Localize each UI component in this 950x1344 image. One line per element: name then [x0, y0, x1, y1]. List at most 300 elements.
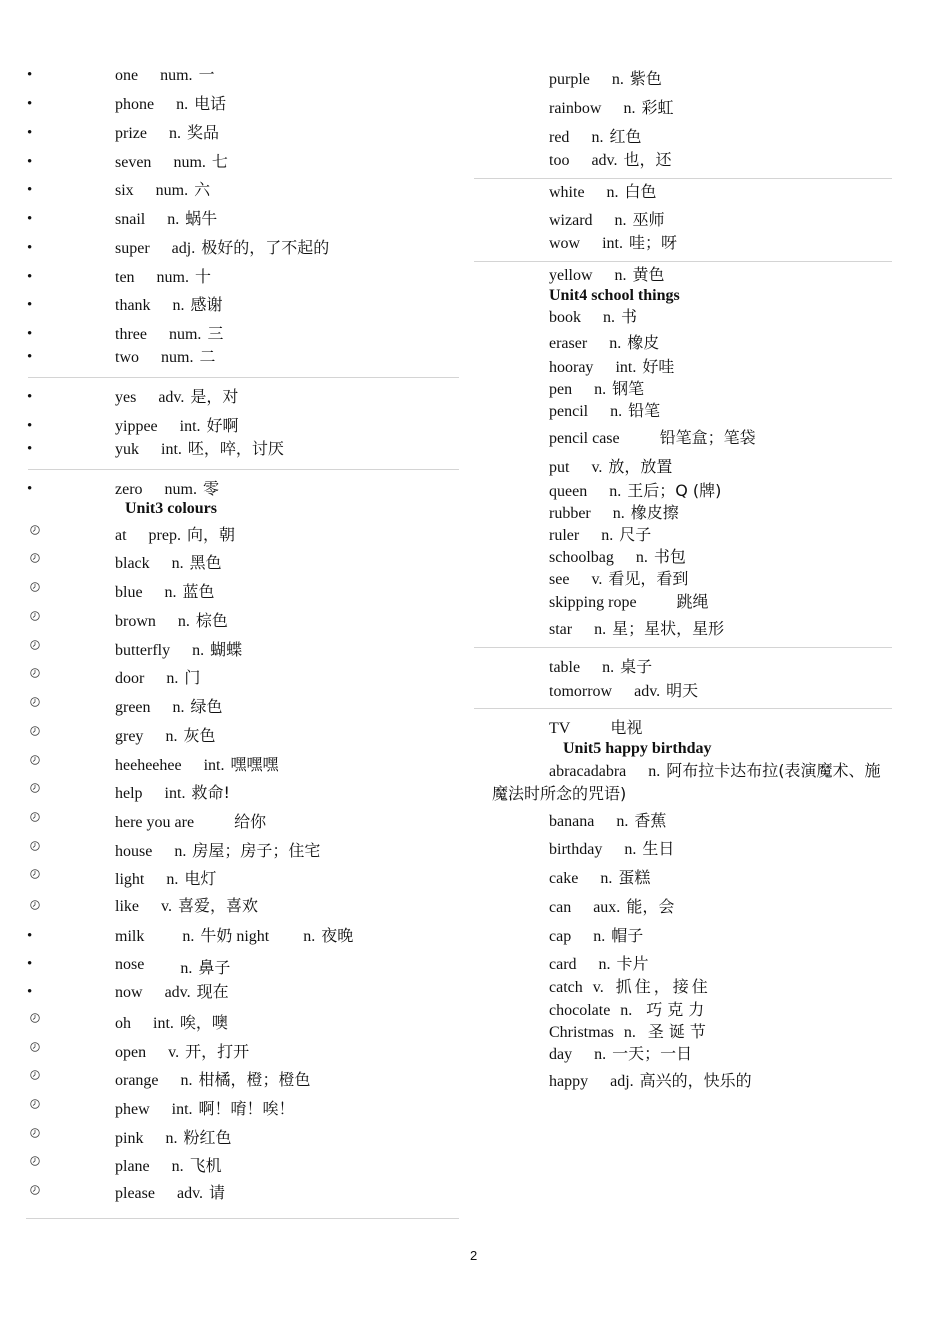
word: can [549, 899, 572, 916]
part-of-speech: n. [165, 1130, 178, 1147]
vocab-entry [549, 619, 724, 640]
translation: 黄色 [632, 265, 665, 284]
part-of-speech: adv. [158, 389, 185, 406]
bullet: • [27, 928, 33, 944]
part-of-speech: n. [603, 309, 615, 326]
vocab-entry [549, 428, 756, 449]
vocab-entry [115, 812, 266, 833]
word: prize [115, 125, 147, 142]
part-of-speech: n. [614, 267, 627, 284]
part-of-speech: n. [177, 613, 190, 630]
translation: 粉红色 [183, 1128, 232, 1147]
bullet: • [27, 418, 33, 434]
word: house [115, 843, 153, 860]
vocab-entry [549, 357, 674, 378]
translation: 好啊 [206, 416, 239, 435]
part-of-speech: adv. [164, 984, 191, 1001]
vocab-entry [115, 94, 226, 115]
clock-icon [30, 611, 40, 621]
vocab-entry [549, 547, 686, 568]
vocab-entry [115, 1042, 249, 1063]
part-of-speech: num. [173, 154, 206, 171]
translation: 鼻子 [198, 958, 231, 977]
clock-icon [30, 525, 40, 535]
part-of-speech: prep. [148, 527, 181, 544]
word: oh [115, 1015, 131, 1032]
vocab-entry [115, 479, 219, 500]
vocab-entry [549, 127, 641, 148]
translation: 电话 [194, 94, 227, 113]
vocab-entry [549, 681, 698, 702]
word: milk [115, 928, 145, 945]
vocab-entry [549, 657, 652, 678]
vocab-entry [115, 416, 239, 437]
translation: 牛奶 [200, 926, 233, 945]
word: blue [115, 584, 143, 601]
divider [474, 647, 892, 648]
unit3-heading: Unit3 colours [125, 500, 217, 517]
word: rainbow [549, 100, 602, 117]
translation: 跳绳 [676, 592, 709, 611]
word: birthday [549, 841, 603, 858]
clock-icon [30, 1185, 40, 1195]
vocab-entry [549, 150, 672, 171]
vocab-entry [115, 1099, 295, 1120]
bullet: • [27, 956, 33, 972]
translation: 开，打开 [185, 1042, 250, 1061]
word: schoolbag [549, 549, 614, 566]
translation: 七 [211, 152, 228, 171]
vocab-entry [115, 238, 329, 259]
word: here you are [115, 814, 195, 831]
translation: 卡片 [616, 954, 649, 973]
bullet: • [27, 349, 33, 365]
vocab-entry [115, 1156, 222, 1177]
translation: 蜗牛 [185, 209, 218, 228]
part-of-speech: n. [614, 212, 627, 229]
translation: 香蕉 [634, 811, 667, 830]
word: card [549, 956, 577, 973]
bullet: • [27, 125, 33, 141]
translation: 阿布拉卡达布拉(表演魔术、施魔法时所念的咒语) [492, 761, 881, 803]
part-of-speech: n. [601, 527, 614, 544]
word: hooray [549, 359, 594, 376]
part-of-speech: n. [611, 71, 624, 88]
part-of-speech: int. [153, 1015, 174, 1032]
part-of-speech: n. [171, 1158, 184, 1175]
vocab-entry [549, 1071, 752, 1092]
vocab-entry [549, 69, 662, 90]
word: like [115, 898, 139, 915]
part-of-speech: int. [164, 785, 186, 802]
vocab-entry [115, 553, 222, 574]
word: ten [115, 269, 135, 286]
part-of-speech: n. [609, 483, 622, 500]
vocab-entry [549, 977, 711, 998]
word: rubber [549, 505, 591, 522]
vocab-entry [115, 755, 279, 776]
part-of-speech: n. [303, 928, 316, 945]
translation: 哇；呀 [629, 233, 678, 252]
vocab-entry [549, 569, 688, 590]
vocab-entry [549, 401, 660, 422]
translation: 零 [202, 479, 219, 498]
part-of-speech: n. [594, 621, 607, 638]
translation: 棕色 [195, 611, 228, 630]
part-of-speech: n. [610, 403, 623, 420]
clock-icon [30, 1156, 40, 1166]
word: pink [115, 1130, 144, 1147]
clock-icon [30, 1013, 40, 1023]
divider [474, 261, 892, 262]
translation: 门 [184, 668, 201, 687]
translation: 蛋糕 [618, 868, 651, 887]
vocab-entry [549, 333, 659, 354]
vocab-entry [115, 582, 215, 603]
part-of-speech: n. [602, 659, 615, 676]
divider [474, 708, 892, 709]
translation: 飞机 [189, 1156, 222, 1175]
vocab-entry [115, 869, 216, 890]
part-of-speech: num. [156, 269, 189, 286]
clock-icon [30, 841, 40, 851]
vocab-entry [115, 611, 228, 632]
clock-icon [30, 783, 40, 793]
word: wizard [549, 212, 593, 229]
translation: 尺子 [619, 525, 652, 544]
translation: 请 [209, 1183, 226, 1202]
part-of-speech: n. [624, 841, 637, 858]
page-number: 2 [470, 1248, 478, 1263]
translation: 生日 [642, 839, 675, 858]
translation: 一天；一日 [612, 1044, 693, 1063]
translation: 也，还 [623, 150, 672, 169]
part-of-speech: num. [160, 67, 193, 84]
part-of-speech: n. [192, 642, 205, 659]
vocab-entry [549, 481, 721, 502]
clock-icon [30, 1128, 40, 1138]
word: banana [549, 813, 595, 830]
part-of-speech: int. [203, 757, 225, 774]
word: queen [549, 483, 588, 500]
part-of-speech: int. [171, 1101, 193, 1118]
vocab-entry [549, 379, 644, 400]
vocab-entry [549, 1000, 709, 1021]
vocab-entry [115, 926, 353, 947]
vocab-entry [115, 123, 219, 144]
part-of-speech: v. [591, 459, 603, 476]
translation: 是，对 [190, 387, 239, 406]
bullet: • [27, 984, 33, 1000]
vocab-entry [115, 439, 284, 460]
translation: 橡皮 [627, 333, 660, 352]
part-of-speech: n. [612, 505, 625, 522]
part-of-speech: n. [616, 813, 629, 830]
vocab-entry [115, 982, 229, 1003]
vocab-entry [549, 210, 665, 231]
bullet: • [27, 67, 33, 83]
word: green [115, 699, 151, 716]
vocab-entry [549, 307, 637, 328]
vocab-entry [549, 265, 665, 286]
vocab-entry [115, 841, 320, 862]
word: purple [549, 71, 590, 88]
translation: 巫师 [632, 210, 665, 229]
word: TV [549, 720, 571, 737]
part-of-speech: adj. [171, 240, 196, 257]
part-of-speech: n. [180, 960, 193, 977]
word: help [115, 785, 143, 802]
translation: 感谢 [190, 295, 223, 314]
translation: 看见，看到 [608, 569, 689, 588]
part-of-speech: n. [182, 928, 195, 945]
clock-icon [30, 640, 40, 650]
divider [28, 377, 459, 378]
vocab-entry [549, 98, 673, 119]
translation: 铅笔盒；笔袋 [659, 428, 756, 447]
vocab-entry [115, 783, 230, 804]
unit4-heading: Unit4 school things [549, 287, 680, 304]
translation: 奖品 [186, 123, 219, 142]
translation: 现在 [196, 982, 229, 1001]
translation: 高兴的，快乐的 [639, 1071, 752, 1090]
part-of-speech: adv. [634, 683, 661, 700]
vocab-entry [549, 718, 642, 739]
part-of-speech: n. [594, 1046, 607, 1063]
word: eraser [549, 335, 588, 352]
divider [474, 178, 892, 179]
part-of-speech: n. [166, 670, 179, 687]
translation: 六 [194, 180, 211, 199]
vocab-entry [115, 954, 230, 975]
word: yes [115, 389, 137, 406]
translation: 三 [207, 324, 224, 343]
vocab-entry [549, 503, 679, 524]
word: snail [115, 211, 146, 228]
vocab-entry [115, 896, 258, 917]
part-of-speech: n. [609, 335, 622, 352]
part-of-speech: num. [161, 349, 194, 366]
translation: 喜爱，喜欢 [177, 896, 258, 915]
word: night [236, 928, 270, 945]
vocab-entry [549, 868, 650, 889]
part-of-speech: aux. [593, 899, 621, 916]
part-of-speech: n. [172, 699, 185, 716]
translation: 放，放置 [608, 457, 673, 476]
part-of-speech: n. [593, 928, 606, 945]
word: cap [549, 928, 572, 945]
word: six [115, 182, 134, 199]
translation: 房屋；房子；住宅 [192, 841, 321, 860]
word: day [549, 1046, 573, 1063]
word: see [549, 571, 570, 588]
translation: 电灯 [184, 869, 217, 888]
vocab-entry [549, 926, 643, 947]
word: skipping rope [549, 594, 637, 611]
part-of-speech: n. [168, 125, 181, 142]
bullet: • [27, 326, 33, 342]
vocab-entry [549, 954, 649, 975]
word: yuk [115, 441, 139, 458]
part-of-speech: n. [594, 381, 607, 398]
word: zero [115, 481, 143, 498]
part-of-speech: adv. [176, 1185, 204, 1202]
translation: 极好的，了不起的 [201, 238, 330, 257]
word: heeheehee [115, 757, 182, 774]
word: grey [115, 728, 144, 745]
part-of-speech: num. [168, 326, 202, 343]
vocab-entry [115, 726, 215, 747]
part-of-speech: n. [174, 843, 187, 860]
divider [28, 469, 459, 470]
vocab-entry [549, 839, 674, 860]
part-of-speech: n. [180, 1072, 193, 1089]
vocab-entry [115, 525, 235, 546]
part-of-speech: int. [161, 441, 182, 458]
vocab-entry [549, 525, 651, 546]
word: pencil [549, 403, 589, 420]
vocab-entry [549, 457, 672, 478]
translation: 二 [199, 347, 216, 366]
word: nose [115, 956, 145, 973]
vocab-entry [549, 233, 677, 254]
vocab-entry [115, 324, 223, 345]
clock-icon [30, 812, 40, 822]
part-of-speech: int. [615, 359, 637, 376]
clock-icon [30, 697, 40, 707]
word: star [549, 621, 573, 638]
bullet: • [27, 441, 33, 457]
word: please [115, 1185, 155, 1202]
translation: 紫色 [629, 69, 662, 88]
part-of-speech: n. [167, 211, 180, 228]
part-of-speech: n. [591, 129, 604, 146]
clock-icon [30, 1099, 40, 1109]
part-of-speech: int. [179, 418, 201, 435]
word: put [549, 459, 570, 476]
bullet: • [27, 240, 33, 256]
translation: 蝴蝶 [210, 640, 243, 659]
word: black [115, 555, 150, 572]
part-of-speech: num. [155, 182, 189, 199]
translation: 圣诞节 [647, 1022, 711, 1041]
part-of-speech: adv. [591, 152, 618, 169]
translation: 啊！唷！唉！ [198, 1099, 295, 1118]
part-of-speech: int. [602, 235, 623, 252]
translation: 好哇 [642, 357, 675, 376]
translation: 桌子 [620, 657, 653, 676]
clock-icon [30, 1042, 40, 1052]
part-of-speech: n. [164, 584, 177, 601]
clock-icon [30, 582, 40, 592]
vocab-entry [115, 640, 242, 661]
part-of-speech: n. [620, 1002, 633, 1019]
part-of-speech: n. [600, 870, 613, 887]
translation: 帽子 [611, 926, 644, 945]
vocab-entry [549, 1044, 692, 1065]
word: one [115, 67, 139, 84]
part-of-speech: num. [164, 481, 197, 498]
word: table [549, 659, 581, 676]
translation: 一 [198, 65, 215, 84]
translation: 铅笔 [628, 401, 661, 420]
translation: 蓝色 [182, 582, 215, 601]
word: red [549, 129, 570, 146]
vocab-entry [549, 811, 666, 832]
translation: 抓住，接住 [615, 977, 711, 996]
word: tomorrow [549, 683, 613, 700]
clock-icon [30, 900, 40, 910]
vocab-entry [115, 65, 215, 86]
part-of-speech: v. [592, 979, 604, 996]
unit5-heading: Unit5 happy birthday [563, 740, 712, 757]
bullet: • [27, 154, 33, 170]
part-of-speech: n. [171, 555, 184, 572]
part-of-speech: n. [623, 1024, 636, 1041]
translation: 能，会 [626, 897, 675, 916]
part-of-speech: n. [648, 763, 661, 780]
part-of-speech: n. [623, 100, 636, 117]
vocab-entry-wrapped [492, 760, 892, 806]
translation: 钢笔 [612, 379, 645, 398]
clock-icon [30, 553, 40, 563]
translation: 书 [621, 307, 638, 326]
translation: 电视 [610, 718, 643, 737]
word: yippee [115, 418, 158, 435]
translation: 绿色 [190, 697, 223, 716]
part-of-speech: n. [598, 956, 611, 973]
vocab-entry [115, 180, 210, 201]
part-of-speech: adj. [610, 1073, 634, 1090]
word: yellow [549, 267, 593, 284]
translation: 呸，啐，讨厌 [187, 439, 284, 458]
part-of-speech: n. [166, 871, 179, 888]
translation: 王后；Q (牌) [627, 481, 722, 500]
vocab-entry [549, 182, 657, 203]
vocab-entry [115, 668, 200, 689]
bullet: • [27, 481, 33, 497]
translation: 十 [195, 267, 212, 286]
translation: 星；星状，星形 [612, 619, 725, 638]
bullet: • [27, 96, 33, 112]
vocab-entry [115, 1183, 225, 1204]
divider [26, 1218, 459, 1219]
word: three [115, 326, 147, 343]
translation: 给你 [234, 812, 267, 831]
word: seven [115, 154, 152, 171]
translation: 巧克力 [646, 1000, 710, 1019]
vocab-entry [115, 1013, 228, 1034]
translation: 黑色 [189, 553, 222, 572]
translation: 嘿嘿嘿 [230, 755, 279, 774]
word: phone [115, 96, 155, 113]
translation: 橡皮擦 [630, 503, 679, 522]
translation: 灰色 [183, 726, 216, 745]
word: catch [549, 979, 583, 996]
translation: 唉，噢 [179, 1013, 228, 1032]
translation: 柑橘，橙；橙色 [198, 1070, 311, 1089]
clock-icon [30, 755, 40, 765]
vocab-entry [549, 1022, 711, 1043]
vocab-entry [115, 1128, 231, 1149]
word: happy [549, 1073, 589, 1090]
word: pencil case [549, 430, 620, 447]
word: thank [115, 297, 151, 314]
vocab-entry [115, 347, 215, 368]
word: butterfly [115, 642, 171, 659]
translation: 红色 [609, 127, 642, 146]
clock-icon [30, 869, 40, 879]
